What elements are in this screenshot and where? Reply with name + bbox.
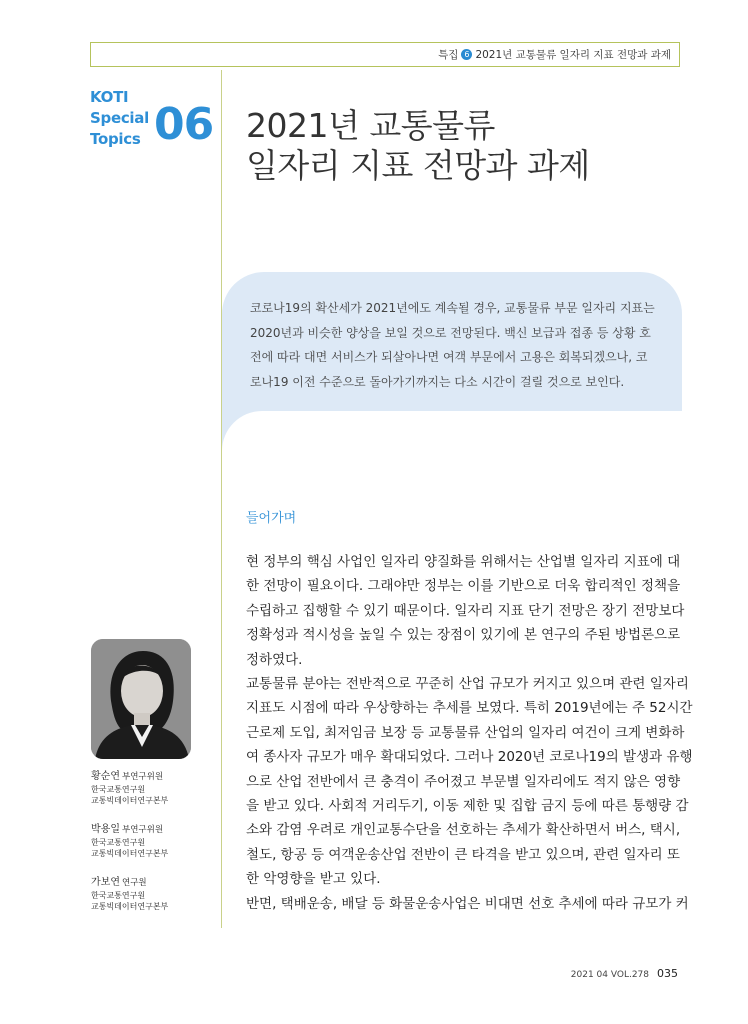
article-title	[246, 106, 590, 186]
body-line: 정하였다.	[246, 651, 303, 668]
koti-special-topics-label	[90, 87, 149, 150]
body-line: 정확성과 적시성을 높일 수 있는 장점이 있기에 본 연구의 주된 방법론으로	[246, 627, 681, 644]
author-name: 박용일	[91, 824, 120, 835]
author-entry	[91, 823, 216, 859]
body-line: 현 정부의 핵심 사업인 일자리 양질화를 위해서는 산업별 일자리 지표에 대	[246, 554, 681, 570]
body-line: 철도, 항공 등 여객운송산업 전반이 큰 타격을 받고 있으며, 관련 일자리 또	[246, 846, 680, 863]
author-list	[91, 770, 216, 929]
summary-line: 2020년과 비슷한 양상을 보일 것으로 전망된다. 백신 보급과 접종 등 상황 호	[250, 325, 651, 340]
body-line: 반면, 택배운송, 배달 등 화물운송사업은 비대면 선호 추세에 따라 규모가 커	[246, 895, 689, 912]
summary-line: 로나19 이전 수준으로 돌아가기까지는 다소 시간이 걸릴 것으로 보인다.	[250, 374, 625, 389]
summary-line: 전에 따라 대면 서비스가 되살아나면 여객 부문에서 고용은 회복되겠으나, 코	[250, 350, 648, 364]
body-text	[246, 550, 693, 916]
header-article-title: 2021년 교통물류 일자리 지표 전망과 과제	[475, 49, 671, 61]
body-line: 한 악영향을 받고 있다.	[246, 871, 381, 888]
author-role: 연구원	[121, 878, 147, 888]
summary-line: 코로나19의 확산세가 2021년에도 계속될 경우, 교통물류 부문 일자리 지표는	[250, 301, 655, 315]
section-heading: 들어가며	[246, 511, 297, 526]
author-photo	[91, 639, 191, 759]
body-line: 소와 감염 우려로 개인교통수단을 선호하는 추세가 확산하면서 버스, 택시,	[246, 822, 681, 839]
article-title-line: 일자리 지표 전망과 과제	[246, 146, 590, 185]
author-role: 부연구위원	[121, 825, 164, 835]
topic-number: 06	[154, 99, 214, 150]
body-line: 여 종사자 규모가 매우 확대되었다. 그러나 2020년 코로나19의 발생과 유행	[246, 749, 693, 766]
koti-label-line: Special	[90, 109, 149, 127]
author-division: 교통빅데이터연구본부	[91, 902, 169, 911]
author-entry	[91, 770, 216, 806]
portrait-image	[91, 639, 191, 759]
body-line: 지표도 시점에 따라 우상향하는 추세를 보였다. 특히 2019년에는 주 52시간	[246, 700, 693, 717]
koti-label-line: Topics	[90, 130, 141, 148]
summary-text	[250, 296, 662, 394]
running-header	[90, 42, 680, 67]
body-line: 한 전망이 필요이다. 그래야만 정부는 이를 기반으로 더욱 합리적인 정책을	[246, 578, 681, 595]
author-org: 한국교통연구원	[91, 838, 146, 847]
header-number-badge: 6	[461, 49, 472, 60]
author-org: 한국교통연구원	[91, 891, 146, 900]
body-line: 근로제 도입, 최저임금 보장 등 교통물류 산업의 일자리 여건이 크게 변화하	[246, 724, 685, 741]
body-line: 으로 산업 전반에서 큰 충격이 주어졌고 부문별 일자리에도 적지 않은 영향	[246, 773, 681, 790]
author-name: 가보연	[91, 877, 120, 888]
running-header-text	[438, 47, 671, 62]
author-role: 부연구위원	[121, 772, 164, 782]
author-division: 교통빅데이터연구본부	[91, 849, 169, 858]
koti-label-line: KOTI	[90, 88, 129, 106]
header-section-label: 특집	[438, 49, 459, 61]
page-footer	[571, 967, 678, 980]
issue-info: 2021 04 VOL.278	[570, 970, 649, 980]
vertical-divider	[221, 70, 222, 928]
author-division: 교통빅데이터연구본부	[91, 796, 169, 805]
summary-box-tail	[222, 411, 262, 451]
body-line: 을 받고 있다. 사회적 거리두기, 이동 제한 및 집합 금지 등에 따른 통행량 감	[246, 798, 689, 815]
author-entry	[91, 876, 216, 912]
author-org: 한국교통연구원	[91, 785, 146, 794]
author-name: 황순연	[91, 771, 120, 782]
article-title-line: 2021년 교통물류	[246, 106, 495, 145]
body-line: 교통물류 분야는 전반적으로 꾸준히 산업 규모가 커지고 있으며 관련 일자리	[246, 676, 689, 693]
body-line: 수립하고 집행할 수 있기 때문이다. 일자리 지표 단기 전망은 장기 전망보다	[246, 602, 685, 619]
page-number: 035	[657, 967, 678, 980]
